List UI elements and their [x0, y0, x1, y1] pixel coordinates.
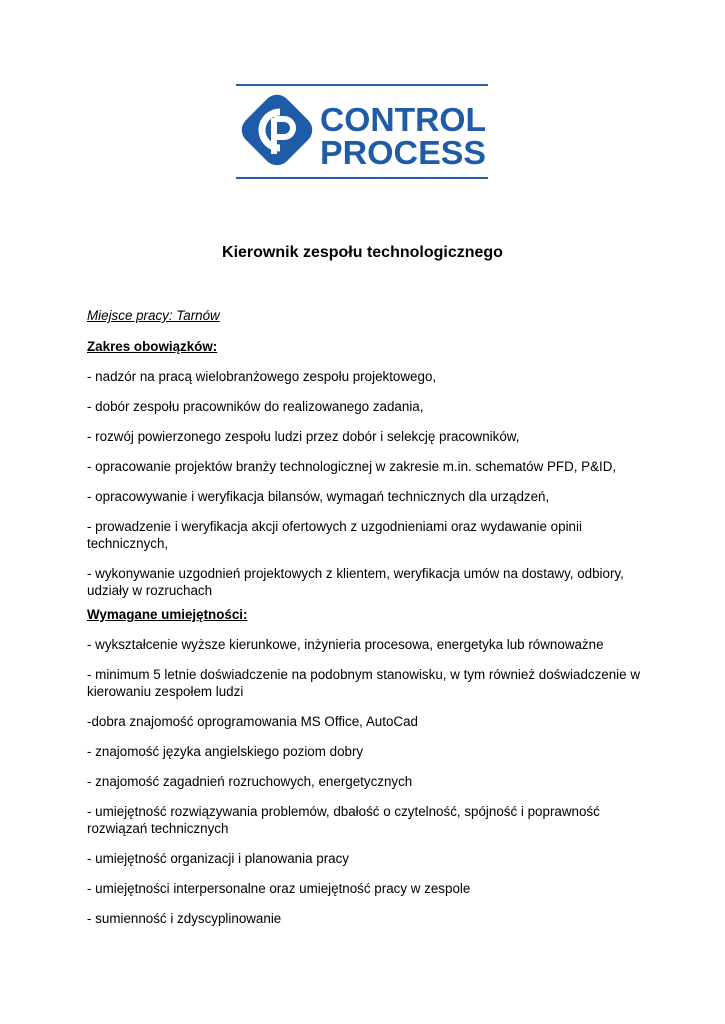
- responsibilities-list: [87, 368, 647, 599]
- work-location: Miejsce pracy: Tarnów: [87, 308, 220, 323]
- page-title: Kierownik zespołu technologicznego: [222, 244, 503, 261]
- list-item: - opracowywanie i weryfikacja bilansów, wymagań technicznych dla urządzeń,: [87, 489, 550, 504]
- company-logo: [236, 84, 488, 180]
- list-item: - sumienność i zdyscyplinowanie: [87, 911, 282, 926]
- list-item: - znajomość zagadnień rozruchowych, energetycznych: [87, 774, 413, 789]
- list-item: - umiejętności interpersonalne oraz umiejętność pracy w zespole: [87, 881, 471, 896]
- job-description: [87, 307, 647, 940]
- list-item: - minimum 5 letnie doświadczenie na podobnym stanowisku, w tym również doświadczenie w kierowaniu zespołem ludzi: [87, 667, 640, 699]
- list-item: -dobra znajomość oprogramowania MS Office, AutoCad: [87, 714, 418, 729]
- logo-word-control: CONTROL: [320, 101, 486, 138]
- list-item: - umiejętność organizacji i planowania pracy: [87, 851, 349, 866]
- list-item: - znajomość języka angielskiego poziom dobry: [87, 744, 364, 759]
- cp-emblem-icon: [236, 89, 318, 171]
- list-item: - nadzór na pracą wielobranżowego zespołu projektowego,: [87, 369, 437, 384]
- list-item: - rozwój powierzonego zespołu ludzi przez dobór i selekcję pracowników,: [87, 429, 520, 444]
- skills-list: [87, 636, 647, 927]
- responsibilities-heading: Zakres obowiązków:: [87, 339, 218, 354]
- list-item: - wykształcenie wyższe kierunkowe, inżynieria procesowa, energetyka lub równoważne: [87, 637, 604, 652]
- skills-heading: Wymagane umiejętności:: [87, 607, 248, 622]
- control-process-logo-graphic: [236, 84, 488, 180]
- list-item: - dobór zespołu pracowników do realizowanego zadania,: [87, 399, 424, 414]
- logo-word-process: PROCESS: [320, 134, 486, 171]
- list-item: - prowadzenie i weryfikacja akcji ofertowych z uzgodnieniami oraz wydawanie opinii technicznych,: [87, 519, 582, 551]
- list-item: - umiejętność rozwiązywania problemów, dbałość o czytelność, spójność i poprawność rozwiązań technicznych: [87, 804, 600, 836]
- list-item: - opracowanie projektów branży technologicznej w zakresie m.in. schematów PFD, P&ID,: [87, 459, 617, 474]
- logo-bottom-rule: [236, 177, 488, 179]
- list-item: - wykonywanie uzgodnień projektowych z klientem, weryfikacja umów na dostawy, odbiory, udziały w rozruchach: [87, 566, 624, 598]
- logo-top-rule: [236, 84, 488, 86]
